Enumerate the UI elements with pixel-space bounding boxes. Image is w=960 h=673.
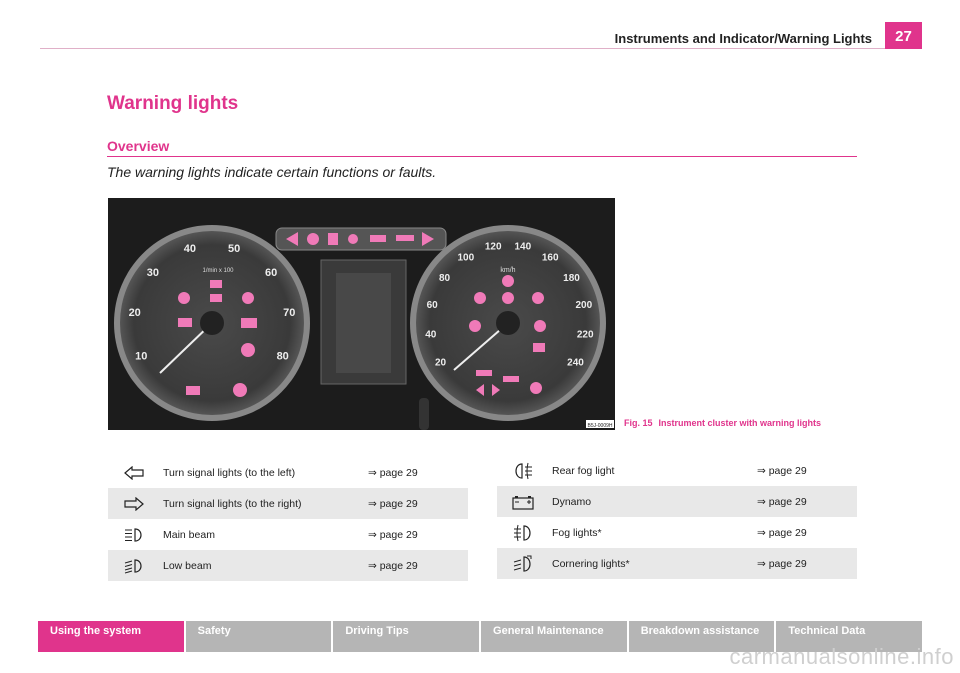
brake-indicator-icon bbox=[307, 233, 319, 245]
dial-tick-label: 180 bbox=[563, 273, 580, 285]
table-row-description: Dynamo bbox=[552, 495, 592, 508]
page-header-title: Instruments and Indicator/Warning Lights bbox=[614, 31, 872, 46]
page-reference-link[interactable]: ⇒ page 29 bbox=[757, 557, 807, 570]
table-row-description: Cornering lights* bbox=[552, 557, 630, 570]
page-reference-link[interactable]: ⇒ page 29 bbox=[368, 528, 418, 541]
figure-caption-label: Fig. 15 bbox=[624, 418, 653, 428]
section-heading: Warning lights bbox=[107, 93, 239, 114]
main-beam-icon bbox=[108, 527, 160, 543]
figure-caption bbox=[624, 418, 821, 428]
glow-warning-icon bbox=[233, 383, 247, 397]
table-row bbox=[108, 550, 468, 581]
dial-tick-label: 70 bbox=[283, 307, 296, 319]
figure-caption-text: Instrument cluster with warning lights bbox=[658, 418, 822, 428]
seatbelt-indicator-icon bbox=[348, 234, 358, 244]
tab-general-maintenance[interactable]: General Maintenance bbox=[481, 621, 629, 652]
speedometer-hub bbox=[496, 311, 520, 335]
washer-warning-icon bbox=[533, 343, 545, 352]
page-reference-link[interactable]: ⇒ page 29 bbox=[757, 495, 807, 508]
intro-text: The warning lights indicate certain functions or faults. bbox=[107, 164, 437, 180]
page-reference-link[interactable]: ⇒ page 29 bbox=[757, 526, 807, 539]
dial-tick-label: 60 bbox=[264, 266, 278, 279]
tachometer-unit: 1/min x 100 bbox=[202, 268, 234, 274]
dial-tick-label: 240 bbox=[567, 357, 584, 369]
tyre-pressure-warning-icon bbox=[534, 320, 546, 332]
page-number: 27 bbox=[885, 22, 922, 49]
dial-tick-label: 50 bbox=[227, 242, 241, 255]
battery-warning-icon bbox=[178, 318, 192, 327]
engine-warning-icon bbox=[186, 386, 200, 395]
page-reference-link[interactable]: ⇒ page 29 bbox=[368, 559, 418, 572]
belt-warning-icon bbox=[530, 382, 542, 394]
dial-tick-label: 220 bbox=[576, 329, 594, 341]
dial-tick-label: 40 bbox=[183, 242, 197, 255]
dial-tick-label: 10 bbox=[135, 350, 148, 363]
indicator-strip bbox=[276, 228, 446, 250]
dial-tick-label: 100 bbox=[457, 252, 475, 264]
table-row-description: Fog lights* bbox=[552, 526, 602, 539]
tab-driving-tips[interactable]: Driving Tips bbox=[333, 621, 481, 652]
epc-warning-icon bbox=[241, 318, 257, 328]
warning-lights-table-left bbox=[108, 457, 468, 581]
speedometer-unit: km/h bbox=[500, 267, 516, 274]
low-beam-icon bbox=[108, 558, 160, 574]
dial-tick-label: 140 bbox=[514, 241, 532, 253]
seatbelt-warning-icon bbox=[532, 292, 544, 304]
battery-icon bbox=[497, 494, 549, 510]
dial-tick-label: 30 bbox=[146, 266, 160, 279]
tab-breakdown-assistance[interactable]: Breakdown assistance bbox=[629, 621, 777, 652]
dial-tick-label: 120 bbox=[484, 241, 502, 253]
warning-lights-table-right bbox=[497, 455, 857, 579]
header-rule bbox=[40, 48, 920, 49]
instrument-cluster-figure bbox=[108, 198, 615, 430]
instrument-cluster-image bbox=[108, 198, 615, 430]
table-row bbox=[108, 488, 468, 519]
main-beam-warning-icon bbox=[210, 280, 222, 288]
turn-right-icon bbox=[108, 497, 160, 511]
door-indicator-icon bbox=[328, 233, 338, 245]
rear-fog-icon bbox=[497, 462, 549, 480]
table-row-description: Rear fog light bbox=[552, 464, 615, 477]
tab-safety[interactable]: Safety bbox=[186, 621, 334, 652]
display-screen bbox=[336, 273, 391, 373]
dial-tick-label: 40 bbox=[425, 329, 437, 341]
cruise-warning-icon bbox=[476, 370, 492, 376]
oil-indicator-icon bbox=[396, 235, 414, 241]
brake-pad-warning-icon bbox=[469, 320, 481, 332]
table-row bbox=[108, 519, 468, 550]
subsection-heading: Overview bbox=[107, 138, 170, 154]
page-reference-link[interactable]: ⇒ page 29 bbox=[757, 464, 807, 477]
table-row bbox=[497, 455, 857, 486]
dial-tick-label: 60 bbox=[426, 299, 438, 311]
dial-tick-label: 20 bbox=[434, 357, 447, 369]
table-row bbox=[108, 457, 468, 488]
watermark: carmanualsonline.info bbox=[729, 644, 954, 669]
table-row-description: Turn signal lights (to the right) bbox=[163, 497, 302, 510]
dial-tick-label: 200 bbox=[575, 299, 593, 311]
page-reference-link[interactable]: ⇒ page 29 bbox=[368, 466, 418, 479]
table-row-description: Main beam bbox=[163, 528, 215, 541]
dial-tick-label: 80 bbox=[438, 273, 451, 285]
dial-tick-label: 160 bbox=[541, 252, 559, 264]
abs-warning-icon bbox=[241, 343, 255, 357]
turn-left-icon bbox=[108, 466, 160, 480]
esp-warning-icon bbox=[474, 292, 486, 304]
page-reference-link[interactable]: ⇒ page 29 bbox=[368, 497, 418, 510]
table-row bbox=[497, 517, 857, 548]
table-row-description: Turn signal lights (to the left) bbox=[163, 466, 296, 479]
table-row bbox=[497, 486, 857, 517]
airbag-warning-icon bbox=[502, 275, 514, 287]
low-beam-warning-icon bbox=[210, 294, 222, 302]
trip-reset-stalk bbox=[419, 398, 429, 430]
dial-tick-label: 20 bbox=[128, 307, 141, 319]
exhaust-warning-icon bbox=[503, 376, 519, 382]
table-row bbox=[497, 548, 857, 579]
cornering-light-icon bbox=[497, 555, 549, 573]
dial-tick-label: 80 bbox=[276, 350, 289, 363]
fog-light-warning-icon bbox=[178, 292, 190, 304]
figure-code: B5J-0009H bbox=[587, 423, 613, 429]
rear-fog-warning-icon bbox=[242, 292, 254, 304]
fog-light-icon bbox=[497, 524, 549, 542]
subsection-rule bbox=[107, 156, 857, 157]
tachometer-hub bbox=[200, 311, 224, 335]
table-row-description: Low beam bbox=[163, 559, 212, 572]
coolant-indicator-icon bbox=[370, 235, 386, 242]
tab-using-the-system[interactable]: Using the system bbox=[38, 621, 186, 652]
tab-technical-data[interactable]: Technical Data bbox=[776, 621, 922, 652]
handbrake-warning-icon bbox=[502, 292, 514, 304]
